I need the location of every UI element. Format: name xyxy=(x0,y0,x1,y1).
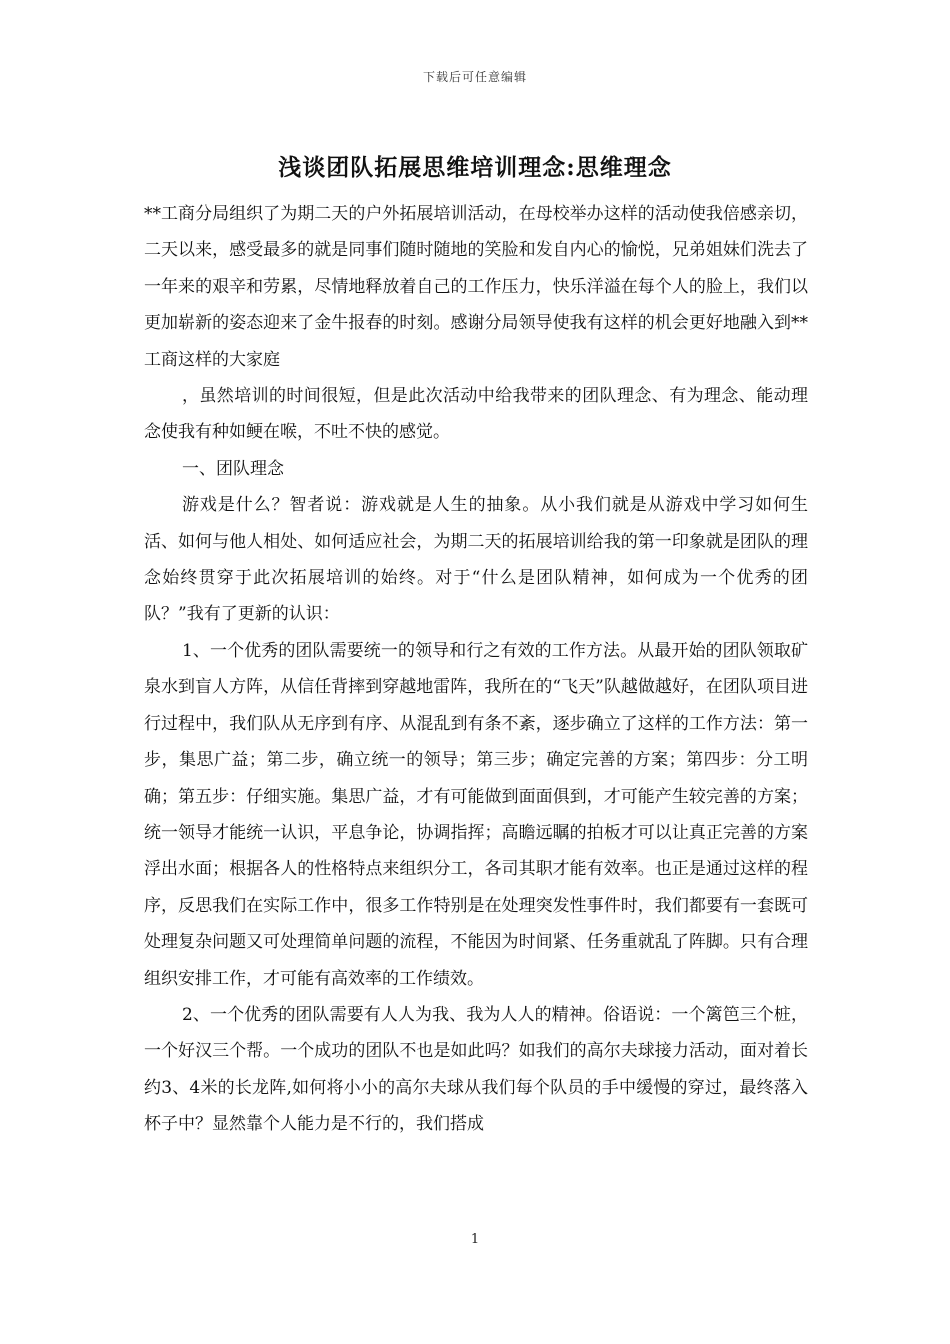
paragraph-point-1: 1、一个优秀的团队需要统一的领导和行之有效的工作方法。从最开始的团队领取矿泉水到盲人方阵，从信任背摔到穿越地雷阵，我所在的“飞天”队越做越好，在团队项目进行过程中，我们队从无序到有序、从混乱到有条不紊，逐步确立了这样的工作方法：第一步，集思广益；第二步，确立统一的领导；第三步；确定完善的方案；第四步：分工明确；第五步：仔细实施。集思广益，才有可能做到面面俱到，才可能产生较完善的方案；统一领导才能统一认识，平息争论，协调指挥；高瞻远瞩的拍板才可以让真正完善的方案浮出水面；根据各人的性格特点来组织分工，各司其职才能有效率。也正是通过这样的程序，反思我们在实际工作中，很多工作特别是在处理突发性事件时，我们都要有一套既可处理复杂问题又可处理简单问题的流程，不能因为时间紧、任务重就乱了阵脚。只有合理组织安排工作，才可能有高效率的工作绩效。 xyxy=(144,640,808,989)
paragraph-continuation: ，虽然培训的时间很短，但是此次活动中给我带来的团队理念、有为理念、能动理念使我有种如鲠在喉，不吐不快的感觉。 xyxy=(144,386,808,443)
document-body xyxy=(144,196,808,1143)
page-number: 1 xyxy=(470,1232,480,1247)
document-title: 浅谈团队拓展思维培训理念:思维理念 xyxy=(278,154,672,181)
page-header-note: 下载后可任意编辑 xyxy=(422,70,527,84)
paragraph-point-2: 2、一个优秀的团队需要有人人为我、我为人人的精神。俗语说：一个篱笆三个桩，一个好汉三个帮。一个成功的团队不也是如此吗？如我们的高尔夫球接力活动，面对着长约3、4米的长龙阵,如何将小小的高尔夫球从我们每个队员的手中缓慢的穿过，最终落入杯子中？显然靠个人能力是不行的，我们搭成 xyxy=(144,1004,808,1135)
section-heading-team-concept: 一、团队理念 xyxy=(182,458,284,479)
paragraph-intro: **工商分局组织了为期二天的户外拓展培训活动，在母校举办这样的活动使我倍感亲切，二天以来，感受最多的就是同事们随时随地的笑脸和发自内心的愉悦，兄弟姐妹们洗去了一年来的艰辛和劳累，尽情地释放着自己的工作压力，快乐洋溢在每个人的脸上，我们以更加崭新的姿态迎来了金牛报春的时刻。感谢分局领导使我有这样的机会更好地融入到**工商这样的大家庭 xyxy=(144,204,808,370)
paragraph-game: 游戏是什么？智者说：游戏就是人生的抽象。从小我们就是从游戏中学习如何生活、如何与他人相处、如何适应社会，为期二天的拓展培训给我的第一印象就是团队的理念始终贯穿于此次拓展培训的始终。对于“什么是团队精神，如何成为一个优秀的团队？”我有了更新的认识： xyxy=(144,495,808,625)
